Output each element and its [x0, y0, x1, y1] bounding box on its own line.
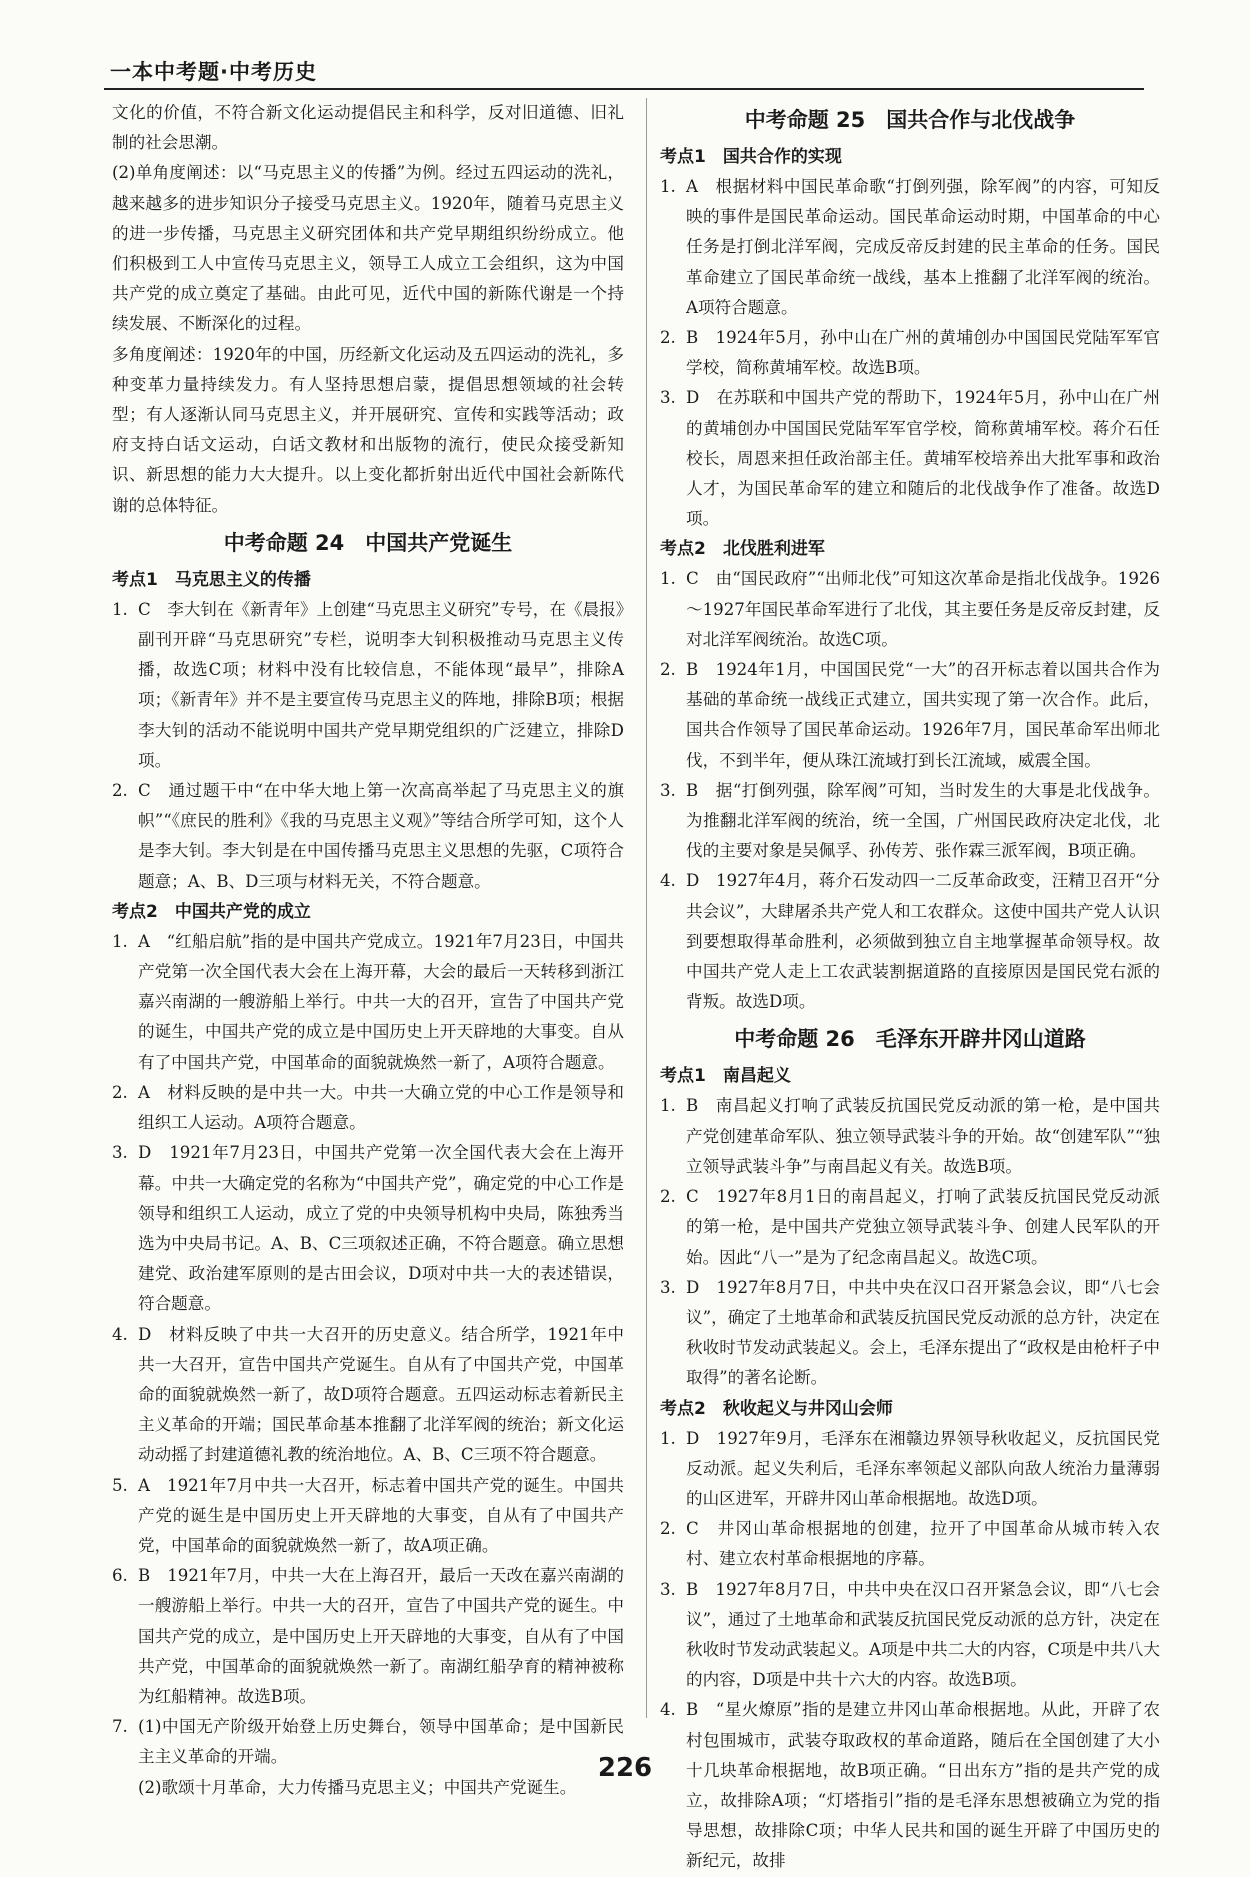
paragraph: 多角度阐述：1920年的中国，历经新文化运动及五四运动的洗礼，多种变革力量持续发力。有人坚持思想启蒙，提倡思想领域的社会转型；有人逐渐认同马克思主义，并开展研究、宣传和实践等活动；政府支持白话文运动，白话文教材和出版物的流行，使民众接受新知识、新思想的能力大大提升。以上变化都折射出近代中国社会新陈代谢的总体特征。 — [112, 344, 624, 515]
item-number: 2. — [660, 1519, 676, 1539]
right-column — [660, 98, 1160, 1871]
point-title: 考点2 中国共产党的成立 — [112, 901, 311, 922]
item-text: B 据“打倒列强，除军阀”可知，当时发生的大事是北伐战争。为推翻北洋军阀的统治，统一全国，广州国民政府决定北伐，北伐的主要对象是吴佩孚、孙传芳、张作霖三派军阀，B项正确。 — [686, 780, 1160, 861]
answer-item — [660, 1424, 1160, 1515]
item-number: 2. — [660, 1187, 676, 1207]
item-text: C 由“国民政府”“出师北伐”可知这次革命是指北伐战争。1926～1927年国民革命军进行了北伐，其主要任务是反帝反封建，反对北洋军阀统治。故选C项。 — [686, 569, 1160, 649]
answer-item — [660, 1182, 1160, 1273]
item-text: D 在苏联和中国共产党的帮助下，1924年5月，孙中山在广州的黄埔创办中国国民党陆军军官学校，简称黄埔军校。蒋介石任校长，周恩来担任政治部主任。黄埔军校培养出大批军事和政治人才，为国民革命军的建立和随后的北伐战争作了准备。故选D项。 — [686, 388, 1160, 529]
answer-item — [660, 383, 1160, 534]
item-text: C 井冈山革命根据地的创建，拉开了中国革命从城市转入农村、建立农村革命根据地的序幕。 — [686, 1519, 1160, 1569]
answer-item — [112, 1138, 624, 1319]
point-title: 考点1 国共合作的实现 — [660, 147, 842, 167]
item-text: (1)中国无产阶级开始登上历史舞台，领导中国革命；是中国新民主主义革命的开端。 — [138, 1717, 624, 1767]
item-number: 1. — [112, 599, 128, 619]
answer-item — [112, 776, 624, 897]
item-text: B 南昌起义打响了武装反抗国民党反动派的第一枪，是中国共产党创建革命军队、独立领导武装斗争的开始。故“创建军队”“独立领导武装斗争”与南昌起义有关。故选B项。 — [686, 1096, 1160, 1176]
item-text: D 材料反映了中共一大召开的历史意义。结合所学，1921年中共一大召开，宣告中国共产党诞生。自从有了中国共产党，中国革命的面貌就焕然一新了，故D项符合题意。五四运动标志着新民主主义革命的开端；国民革命基本推翻了北洋军阀的统治；新文化运动动摇了封建道德礼教的统治地位。A、B、C三项不符合题意。 — [138, 1324, 624, 1465]
left-column — [112, 98, 624, 1797]
item-number: 4. — [660, 1700, 676, 1720]
item-number: 2. — [660, 328, 676, 348]
answer-item — [660, 1575, 1160, 1696]
answer-item — [112, 595, 624, 776]
paragraph: 文化的价值，不符合新文化运动提倡民主和科学，反对旧道德、旧礼制的社会思潮。 — [112, 103, 624, 153]
answer-item — [660, 866, 1160, 1017]
item-number: 4. — [660, 871, 676, 891]
section-title-26: 中考命题 26 毛泽东开辟井冈山道路 — [734, 1027, 1086, 1052]
item-number: 6. — [112, 1566, 128, 1586]
point-title: 考点2 秋收起义与井冈山会师 — [660, 1398, 893, 1419]
answer-item — [660, 323, 1160, 383]
item-text: A “红船启航”指的是中国共产党成立。1921年7月23日，中国共产党第一次全国代表大会在上海开幕，大会的最后一天转移到浙江嘉兴南湖的一艘游船上举行。中共一大的召开，宣告了中国共产党的诞生，中国共产党的成立是中国历史上开天辟地的大事变。自从有了中国共产党，中国革命的面貌就焕然一新了，A项符合题意。 — [138, 931, 624, 1072]
item-text: B 1921年7月，中共一大在上海召开，最后一天改在嘉兴南湖的一艘游船上举行。中共一大的召开，宣告了中国共产党的诞生。中国共产党的成立，是中国历史上开天辟地的大事变，自从有了中国共产党，中国革命的面貌就焕然一新了。南湖红船孕育的精神被称为红船精神。故选B项。 — [138, 1566, 624, 1706]
header-rule — [104, 88, 1144, 90]
item-text: D 1927年8月7日，中共中央在汉口召开紧急会议，即“八七会议”，确定了土地革命和武装反抗国民党反动派的总方针，决定在秋收时节发动武装起义。会上，毛泽东提出了“政权是由枪杆子中取得”的著名论断。 — [686, 1277, 1160, 1388]
answer-item — [660, 1273, 1160, 1394]
answer-item — [660, 1695, 1160, 1876]
page-number: 226 — [597, 1753, 653, 1783]
section-title-25: 中考命题 25 国共合作与北伐战争 — [744, 108, 1076, 132]
item-number: 1. — [660, 177, 676, 196]
point-title: 考点1 马克思主义的传播 — [112, 569, 311, 590]
answer-item — [112, 1561, 624, 1712]
column-divider — [646, 98, 647, 1718]
item-text: C 李大钊在《新青年》上创建“马克思主义研究”专号，在《晨报》副刊开辟“马克思研究”专栏，说明李大钊积极推动马克思主义传播，故选C项；材料中没有比较信息，不能体现“最早”，排除A项；《新青年》并不是主要宣传马克思主义的阵地，排除B项；根据李大钊的活动不能说明中国共产党早期党组织的广泛建立，排除D项。 — [138, 599, 624, 770]
answer-item — [112, 927, 624, 1078]
answer-item — [660, 172, 1160, 323]
item-number: 3. — [660, 1277, 676, 1297]
item-number: 1. — [660, 1096, 676, 1116]
answer-item — [660, 564, 1160, 655]
item-number: 3. — [660, 780, 676, 800]
item-text: B 1927年8月7日，中共中央在汉口召开紧急会议，即“八七会议”，通过了土地革命和武装反抗国民党反动派的总方针，决定在秋收时节发动武装起义。A项是中共二大的内容，C项是中共八大的内容，D项是中共十六大的内容。故选B项。 — [686, 1579, 1160, 1690]
answer-item — [112, 1471, 624, 1562]
item-text: A 1921年7月中共一大召开，标志着中国共产党的诞生。中国共产党的诞生是中国历史上开天辟地的大事变，自从有了中国共产党，中国革命的面貌就焕然一新了，故A项正确。 — [138, 1475, 624, 1555]
point-title: 考点1 南昌起义 — [660, 1066, 791, 1087]
item-number: 3. — [660, 1579, 676, 1599]
item-text: C 1927年8月1日的南昌起义，打响了武装反抗国民党反动派的第一枪，是中国共产党独立领导武装斗争、创建人民军队的开始。因此“八一”是为了纪念南昌起义。故选C项。 — [686, 1187, 1160, 1267]
item-text: B 1924年1月，中国国民党“一大”的召开标志着以国共合作为基础的革命统一战线正式建立，国共实现了第一次合作。此后，国共合作领导了国民革命运动。1926年7月，国民革命军出师北伐，不到半年，便从珠江流域打到长江流域，威震全国。 — [686, 660, 1160, 770]
answer-item — [112, 1078, 624, 1138]
answer-item — [660, 776, 1160, 867]
item-text: D 1927年9月，毛泽东在湘赣边界领导秋收起义，反抗国民党反动派。起义失利后，毛泽东率领起义部队向敌人统治力量薄弱的山区进军，开辟井冈山革命根据地。故选D项。 — [686, 1428, 1160, 1508]
item-text: D 1921年7月23日，中国共产党第一次全国代表大会在上海开幕。中共一大确定党的名称为“中国共产党”，确定党的中心工作是领导和组织工人运动，成立了党的中央领导机构中央局，陈独秀当选为中央局书记。A、B、C三项叙述正确，不符合题意。确立思想建党、政治建军原则的是古田会议，D项对中共一大的表述错误，符合题意。 — [138, 1143, 624, 1314]
item-number: 2. — [112, 781, 128, 801]
item-number: 2. — [112, 1082, 128, 1102]
answer-item — [660, 655, 1160, 776]
item-number: 2. — [660, 660, 676, 680]
item-text: D 1927年4月，蒋介石发动四一二反革命政变，汪精卫召开“分共会议”，大肆屠杀共产党人和工农群众。这使中国共产党人认识到要想取得革命胜利，必须做到独立自主地掌握革命领导权。故中国共产党人走上工农武装割据道路的直接原因是国民党右派的背叛。故选D项。 — [686, 871, 1160, 1012]
item-number: 1. — [660, 569, 676, 589]
answer-item — [660, 1514, 1160, 1574]
running-header: 一本中考题·中考历史 — [110, 60, 317, 84]
item-number: 4. — [112, 1324, 128, 1344]
item-number: 5. — [112, 1475, 128, 1495]
item-number: 1. — [112, 931, 128, 951]
item-number: 1. — [660, 1428, 676, 1448]
item-number: 7. — [112, 1717, 128, 1737]
item-text: B 1924年5月，孙中山在广州的黄埔创办中国国民党陆军军官学校，简称黄埔军校。故选B项。 — [686, 328, 1160, 378]
answer-item — [660, 1091, 1160, 1182]
item-text: B “星火燎原”指的是建立井冈山革命根据地。从此，开辟了农村包围城市，武装夺取政权的革命道路，随后在全国创建了大小十几块革命根据地，故B项正确。“日出东方”指的是共产党的成立，故排除A项；“灯塔指引”指的是毛泽东思想被确立为党的指导思想，故排除C项；中华人民共和国的诞生开辟了中国历史的新纪元，故排 — [686, 1700, 1160, 1871]
item-number: 3. — [660, 388, 676, 408]
paragraph: (2)单角度阐述：以“马克思主义的传播”为例。经过五四运动的洗礼，越来越多的进步知识分子接受马克思主义。1920年，随着马克思主义的进一步传播，马克思主义研究团体和共产党早期组织纷纷成立。他们积极到工人中宣传马克思主义，领导工人成立工会组织，这为中国共产党的成立奠定了基础。由此可见，近代中国的新陈代谢是一个持续发展、不断深化的过程。 — [112, 163, 624, 334]
item-text: A 根据材料中国民革命歌“打倒列强，除军阀”的内容，可知反映的事件是国民革命运动。国民革命运动时期，中国革命的中心任务是打倒北洋军阀，完成反帝反封建的民主革命的任务。国民革命建立了国民革命统一战线，基本上推翻了北洋军阀的统治。A项符合题意。 — [686, 177, 1160, 317]
answer-item — [112, 1320, 624, 1471]
item-text: C 通过题干中“在中华大地上第一次高高举起了马克思主义的旗帜”“《庶民的胜利》《我的马克思主义观》”等结合所学可知，这个人是李大钊。李大钊是在中国传播马克思主义思想的先驱，C项符合题意；A、B、D三项与材料无关，不符合题意。 — [138, 781, 624, 891]
point-title: 考点2 北伐胜利进军 — [660, 539, 825, 560]
paragraph: (2)歌颂十月革命，大力传播马克思主义；中国共产党诞生。 — [138, 1777, 577, 1797]
item-text: A 材料反映的是中共一大。中共一大确立党的中心工作是领导和组织工人运动。A项符合题意。 — [138, 1082, 624, 1133]
section-title-24: 中考命题 24 中国共产党诞生 — [223, 530, 513, 555]
item-number: 3. — [112, 1143, 128, 1163]
